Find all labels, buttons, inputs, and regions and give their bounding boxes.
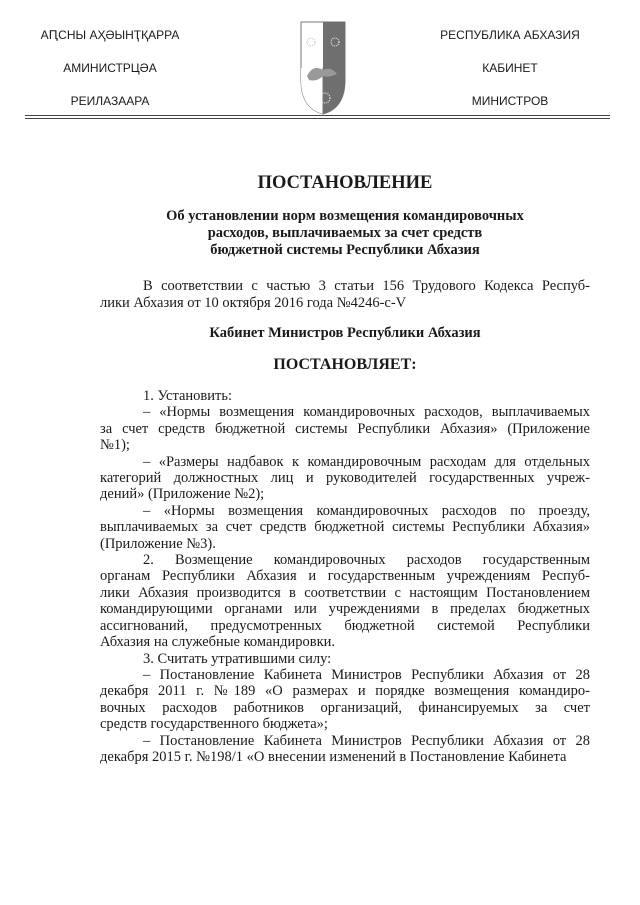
subtitle-line: Об установлении норм возмещения командировочных — [166, 208, 524, 224]
paragraph-line: – «Размеры надбавок к командировочным расходам для отдельных — [143, 453, 590, 470]
paragraph-line: категорий должностных лиц и руководителей государственных учреж- — [100, 470, 590, 487]
preamble-line: лики Абхазия от 10 октября 2016 года №4246-с-V — [100, 294, 407, 311]
paragraph-line: 1. Установить: — [143, 388, 233, 404]
paragraph — [100, 404, 590, 453]
paragraph-line: дений» (Приложение №2); — [100, 486, 265, 503]
paragraph-line: средств государственного бюджета»; — [100, 716, 328, 733]
subtitle-line: расходов, выплачиваемых за счет средств — [207, 225, 483, 241]
org-name-abkhaz-line1: АԤСНЫ АҲӘЫНҬҚАРРА — [40, 28, 180, 42]
paragraph-line: (Приложение №3). — [100, 535, 216, 552]
paragraph-line: ассигнований, предусмотренных бюджетной системой Республики — [100, 617, 590, 634]
paragraph-line: за счет средств бюджетной системы Республики Абхазия» (Приложение — [100, 420, 590, 437]
decree-heading: ПОСТАНОВЛЯЕТ: — [273, 356, 417, 373]
paragraph-line: – «Нормы возмещения командировочных расходов, выплачиваемых — [143, 404, 590, 421]
paragraph — [100, 503, 590, 552]
paragraph — [100, 733, 590, 766]
org-name-russian-line1: РЕСПУБЛИКА АБХАЗИЯ — [440, 28, 580, 42]
paragraph-line: – «Нормы возмещения командировочных расходов по проезду, — [143, 502, 590, 519]
document-title: ПОСТАНОВЛЕНИЕ — [257, 173, 433, 193]
preamble — [100, 278, 590, 311]
paragraph-line: декабря 2011 г. №189 «О размерах и порядке возмещения командиро- — [100, 683, 590, 700]
paragraph — [100, 388, 590, 404]
org-name-abkhaz-line3: РЕИЛАЗААРА — [70, 94, 150, 108]
paragraph-line: командирующими органами или учреждениями в пределах бюджетных — [100, 601, 590, 618]
paragraph-line: 2. Возмещение командировочных расходов государственным — [143, 552, 590, 569]
paragraph — [100, 667, 590, 733]
org-name-russian-line2: КАБИНЕТ — [482, 61, 538, 75]
subtitle-line: бюджетной системы Республики Абхазия — [210, 242, 480, 258]
paragraph-line: лики Абхазия производится в соответствии с настоящим Постановлением — [100, 584, 590, 601]
paragraph — [100, 552, 590, 650]
paragraph-line: органам Республики Абхазия и государственным учреждениям Респуб- — [100, 568, 590, 585]
header-divider — [25, 115, 610, 116]
paragraph-line: выплачиваемых за счет средств бюджетной системы Республики Абхазия» — [100, 519, 590, 536]
paragraph — [100, 651, 590, 667]
paragraph-line: – Постановление Кабинета Министров Республики Абхазия от 28 — [143, 666, 590, 683]
issuing-body: Кабинет Министров Республики Абхазия — [209, 325, 481, 341]
paragraph-line: №1); — [100, 437, 130, 454]
paragraph — [100, 454, 590, 503]
header-divider-second — [25, 118, 610, 119]
document-body — [100, 388, 590, 765]
paragraph-line: 3. Считать утратившими силу: — [143, 650, 332, 667]
coat-of-arms-emblem — [299, 20, 347, 116]
paragraph-line: вочных расходов работников организаций, финансируемых за счет — [100, 699, 590, 716]
preamble-line: В соответствии с частью 3 статьи 156 Трудового Кодекса Респуб- — [143, 278, 590, 294]
paragraph-line: Абхазия на служебные командировки. — [100, 634, 336, 651]
document-subtitle — [100, 208, 590, 259]
paragraph-line: – Постановление Кабинета Министров Республики Абхазия от 28 — [143, 732, 590, 749]
paragraph-line: декабря 2015 г. №198/1 «О внесении изменений в Постановление Кабинета — [100, 748, 567, 765]
org-name-russian-line3: МИНИСТРОВ — [471, 94, 549, 108]
org-name-abkhaz-line2: АМИНИСТРЦӘА — [63, 61, 157, 75]
